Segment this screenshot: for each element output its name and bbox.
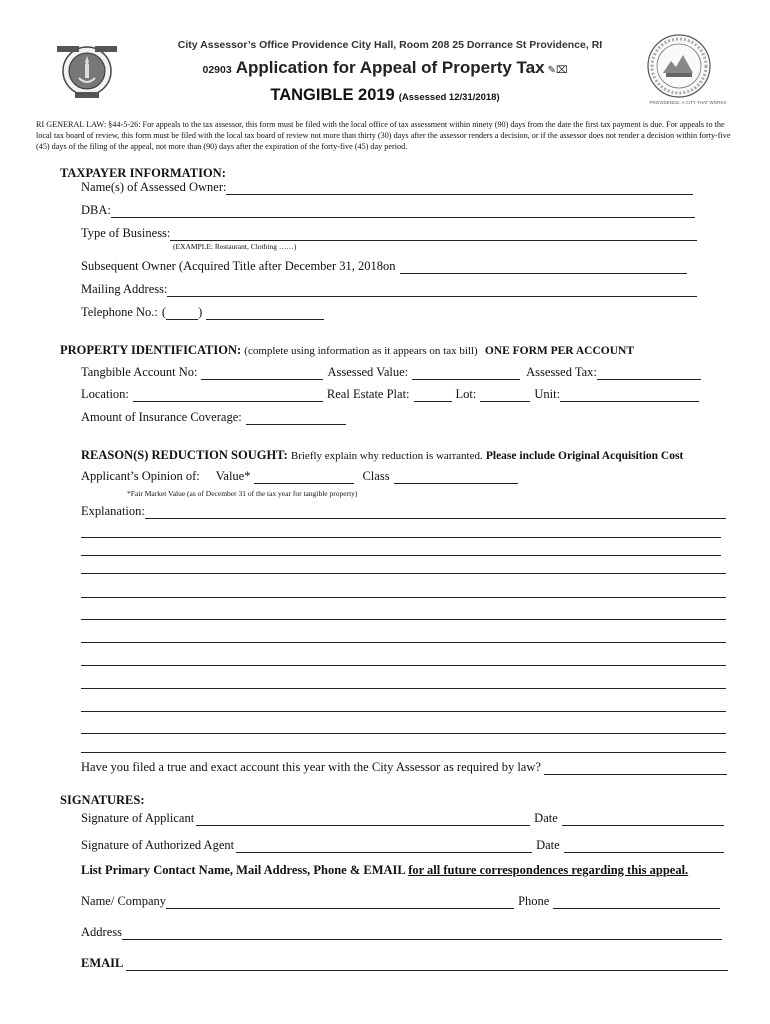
explanation-line[interactable] [81, 619, 726, 620]
business-row [81, 226, 697, 241]
owner-row [81, 180, 693, 195]
location-row [81, 387, 699, 402]
area-code-close: ) [198, 305, 203, 319]
insurance-row [81, 410, 346, 425]
owner-label: Name(s) of Assessed Owner: [81, 180, 227, 194]
explanation-line[interactable] [81, 752, 726, 753]
taxpayer-heading: TAXPAYER INFORMATION: [60, 166, 226, 180]
email-label: EMAIL [81, 956, 124, 970]
dba-row [81, 203, 695, 218]
form-title-line [150, 58, 620, 78]
account-question-row [81, 760, 727, 775]
account-row [81, 365, 701, 380]
providence-city-seal [638, 33, 720, 99]
form-field-icons: ✎⌧ [547, 65, 568, 76]
contact-emphasis: for all future correspondences regarding this appeal. [408, 863, 689, 877]
name-company-row [81, 894, 720, 909]
property-heading-label: PROPERTY IDENTIFICATION: [60, 343, 242, 357]
email-row [81, 956, 728, 971]
explanation-label: Explanation: [81, 504, 145, 518]
signatures-heading: SIGNATURES: [60, 793, 145, 807]
applicant-date-field[interactable] [562, 812, 724, 826]
explanation-line[interactable] [81, 711, 726, 712]
telephone-field[interactable] [206, 306, 324, 320]
assessed-value-label: Assessed Value: [327, 365, 409, 379]
area-code-field[interactable] [166, 306, 198, 320]
form-title: Application for Appeal of Property Tax [235, 58, 545, 77]
value-field[interactable] [254, 470, 354, 484]
agent-signature-label: Signature of Authorized Agent [81, 838, 235, 852]
address-label: Address [81, 925, 122, 939]
reasons-heading [81, 448, 683, 463]
one-form-note: ONE FORM PER ACCOUNT [484, 345, 634, 357]
form-subtitle [150, 86, 620, 105]
contact-text: List Primary Contact Name, Mail Address, Phone & EMAIL [81, 863, 406, 877]
subsequent-owner-row [81, 259, 687, 274]
dba-field[interactable] [111, 204, 695, 218]
location-label: Location: [81, 387, 129, 401]
property-note: (complete using information as it appears on tax bill) [244, 345, 478, 357]
account-label: Tangbible Account No: [81, 365, 198, 379]
reasons-note: Briefly explain why reduction is warranted. [290, 450, 483, 462]
plat-label: Real Estate Plat: [326, 387, 410, 401]
explanation-row [81, 504, 726, 519]
assessed-tax-field[interactable] [597, 366, 701, 380]
explanation-line[interactable] [81, 597, 726, 598]
tangible-year: TANGIBLE 2019 [270, 86, 395, 104]
unit-field[interactable] [560, 388, 699, 402]
ri-general-law-text: RI GENERAL LAW: §44-5-26: For appeals to the tax assessor, this form must be filed with the local office of tax assessment within ninety (90) days from the date the first tax payment is due. For appeals to the local tax board of review, this form must be filed with the local tax board of review not more than thirty (30) days after the assessor renders a decision, or if the assessor does not render a decision within forty-five (45) days of the filing of the appeal, not more than (90) days after the expiration of the forty-five (45) day period. [36, 120, 731, 151]
address-field[interactable] [122, 926, 722, 940]
explanation-line[interactable] [81, 642, 726, 643]
class-field[interactable] [394, 470, 518, 484]
explanation-field[interactable] [145, 505, 726, 519]
assessed-value-field[interactable] [412, 366, 520, 380]
office-address: City Assessor’s Office Providence City Hall, Room 208 25 Dorrance St Providence, RI [177, 39, 603, 51]
fmv-note: *Fair Market Value (as of December 31 of the tax year for tangible property) [127, 489, 358, 498]
explanation-line[interactable] [81, 733, 726, 734]
lot-label: Lot: [455, 387, 477, 401]
applicant-date-label: Date [534, 811, 558, 825]
city-tagline: PROVIDENCE: A CITY THAT WORKS [649, 100, 727, 105]
explanation-line[interactable] [81, 537, 721, 538]
zip-code: 02903 [202, 64, 232, 76]
agent-date-field[interactable] [564, 839, 724, 853]
area-code-open: ( [161, 305, 167, 319]
phone-field[interactable] [553, 895, 720, 909]
mailing-label: Mailing Address: [81, 282, 168, 296]
explanation-line[interactable] [81, 555, 721, 556]
acquisition-note: Please include Original Acquisition Cost [485, 450, 684, 462]
insurance-field[interactable] [246, 411, 346, 425]
contact-instructions [81, 863, 688, 878]
explanation-line[interactable] [81, 688, 726, 689]
telephone-label: Telephone No.: [81, 305, 158, 319]
phone-label: Phone [518, 894, 550, 908]
unit-label: Unit: [534, 387, 561, 401]
mailing-field[interactable] [167, 283, 697, 297]
dba-label: DBA: [81, 203, 111, 217]
agent-signature-row [81, 838, 724, 853]
owner-field[interactable] [226, 181, 693, 195]
name-company-label: Name/ Company [81, 894, 167, 908]
applicant-signature-label: Signature of Applicant [81, 811, 195, 825]
applicant-signature-row [81, 811, 724, 826]
mailing-row [81, 282, 697, 297]
assessed-tax-label: Assessed Tax: [526, 365, 597, 379]
ri-state-seal [55, 40, 119, 102]
assessed-date: (Assessed 12/31/2018) [398, 92, 500, 103]
value-label: Value* [215, 469, 251, 483]
agent-date-label: Date [536, 838, 560, 852]
lot-field[interactable] [480, 388, 530, 402]
account-field[interactable] [201, 366, 323, 380]
location-field[interactable] [133, 388, 323, 402]
property-heading [60, 343, 634, 358]
agent-signature-field[interactable] [236, 839, 532, 853]
account-question-field[interactable] [544, 761, 727, 775]
telephone-row [81, 305, 324, 320]
reasons-heading-label: REASON(S) REDUCTION SOUGHT: [81, 448, 288, 462]
address-row [81, 925, 722, 940]
applicant-signature-field[interactable] [196, 812, 530, 826]
business-field[interactable] [170, 227, 697, 241]
explanation-line[interactable] [81, 573, 726, 574]
business-label: Type of Business: [81, 226, 171, 240]
subsequent-owner-label: Subsequent Owner (Acquired Title after December 31, 2018on [81, 259, 396, 273]
opinion-row [81, 469, 518, 484]
email-field[interactable] [126, 957, 728, 971]
insurance-label: Amount of Insurance Coverage: [81, 410, 242, 424]
explanation-line[interactable] [81, 665, 726, 666]
class-label: Class [362, 469, 390, 483]
plat-field[interactable] [414, 388, 452, 402]
business-example: (EXAMPLE: Restaurant, Clothing ……) [173, 242, 297, 251]
account-question-label: Have you filed a true and exact account this year with the City Assessor as required by law? [81, 760, 541, 774]
name-company-field[interactable] [166, 895, 514, 909]
opinion-label: Applicant’s Opinion of: [81, 469, 200, 483]
subsequent-owner-field[interactable] [400, 260, 687, 274]
